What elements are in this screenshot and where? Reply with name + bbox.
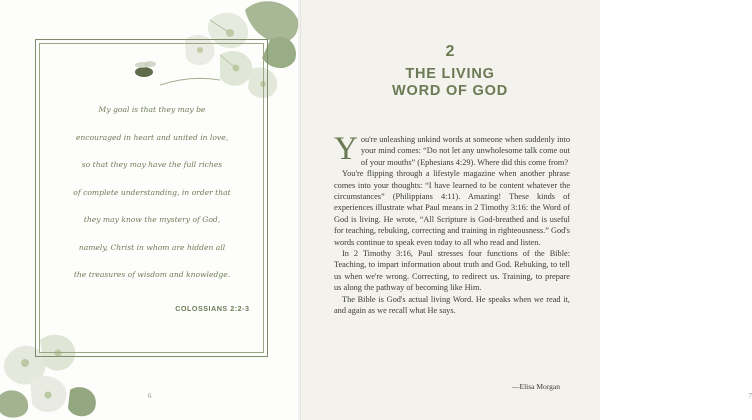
quote-line: so that they may have the full riches [81, 160, 223, 169]
devotional-body [334, 131, 570, 317]
quote-line: of complete understanding, in order that [73, 187, 231, 197]
paragraph-text: ou're unleashing unkind words at someone when suddenly into your mind comes: “Do not let any unwholesome talk come out of your mouths” (Ephesians 4:29). Where did this come from? [360, 135, 570, 167]
page-number-right: 7 [748, 392, 752, 400]
scripture-citation: COLOSSIANS 2:2-3 [175, 304, 250, 313]
body-paragraph: You're flipping through a lifestyle magazine when another phrase comes into your thoughts: “I have learned to be content whatever the circumstances” (Philippians 4:11). Amazing! These kinds of experiences illustrate what Paul means in 2 Timothy 3:16: the Word of God is living. He wrote, “All Scripture is God-breathed and is useful for teaching, rebuking, correcting and training in righteousness.” God's words continue to speak even today to all who read and listen. [334, 169, 570, 247]
chapter-title-line: WORD OF GOD [392, 83, 508, 99]
author-signature: —Elisa Morgan [512, 382, 560, 391]
left-page [0, 0, 300, 420]
quote-line: namely, Christ in whom are hidden all [78, 242, 226, 252]
quote-line: My goal is that they may be [98, 105, 206, 114]
scripture-quote [52, 96, 252, 289]
body-paragraph [334, 131, 570, 168]
drop-cap: Y [334, 131, 358, 167]
page-number-left: 6 [148, 392, 152, 400]
chapter-number: 2 [445, 43, 455, 60]
quote-line: the treasures of wisdom and knowledge. [73, 270, 231, 279]
quote-line: they may know the mystery of God, [83, 215, 221, 224]
body-paragraph: The Bible is God's actual living Word. He speaks when we read it, and again as we recall what He says. [334, 294, 570, 316]
body-paragraph: In 2 Timothy 3:16, Paul stresses four functions of the Bible: Teaching, to impart information about truth and God. Rebuking, to tell us when we're wrong. Correcting, to redirect us. Training, to prepare us along the pathway of becoming like Him. [334, 249, 570, 293]
quote-line: encouraged in heart and united in love, [75, 132, 229, 142]
chapter-title [300, 66, 600, 100]
chapter-title-line: THE LIVING [405, 66, 495, 82]
